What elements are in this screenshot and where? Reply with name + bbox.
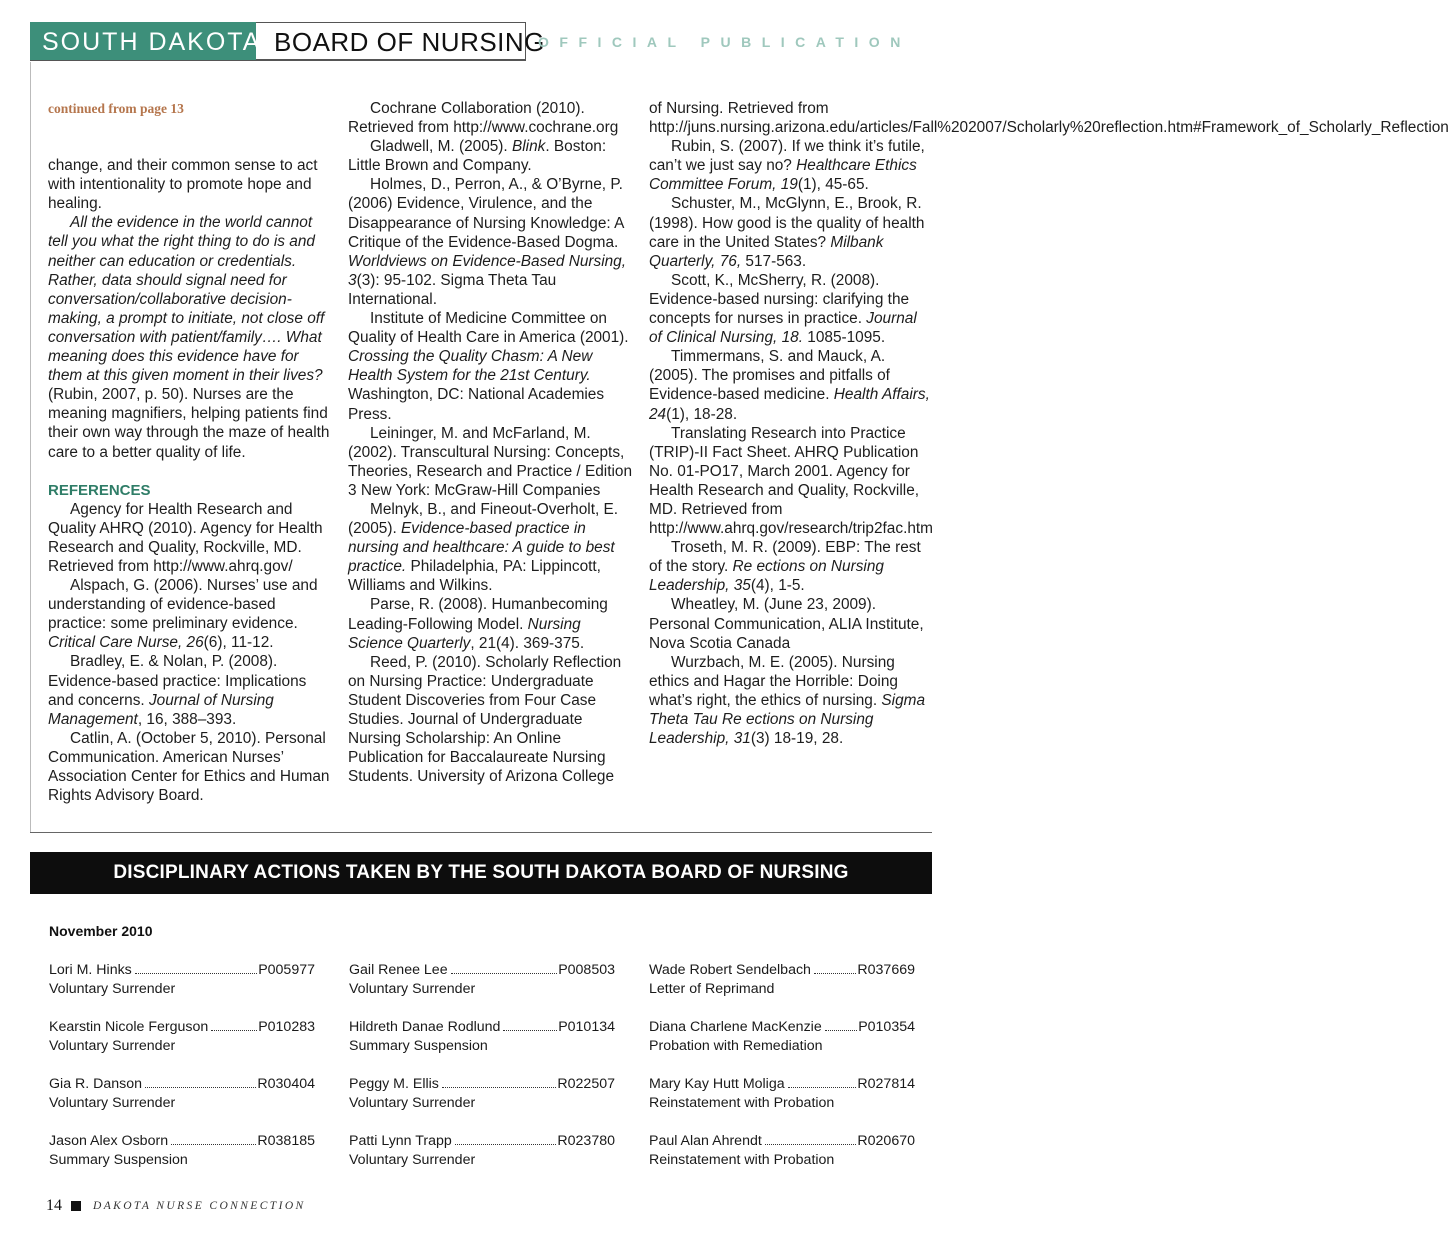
disciplinary-entry (49, 1132, 315, 1170)
entry-action: Voluntary Surrender (349, 1152, 476, 1169)
reference-item: Alspach, G. (2006). Nurses’ use and understanding of evidence-based practice: some preliminary evidence. Critical Care Nurse, 26(6), 11-12. (48, 577, 318, 652)
entry-name: Gia R. Danson (49, 1076, 143, 1092)
reference-item: Wheatley, M. (June 23, 2009). Personal Communication, ALIA Institute, Nova Scotia Canada (649, 596, 924, 652)
disciplinary-entry (649, 1075, 915, 1113)
publication-title: DAKOTA NURSE CONNECTION (93, 1200, 306, 1212)
entry-license: R038185 (257, 1133, 315, 1149)
entry-action: Voluntary Surrender (349, 981, 476, 998)
disciplinary-title-bar: DISCIPLINARY ACTIONS TAKEN BY THE SOUTH DAKOTA BOARD OF NURSING (30, 852, 932, 894)
entry-name: Jason Alex Osborn (49, 1133, 169, 1149)
entry-action: Voluntary Surrender (49, 1095, 176, 1112)
leader-dots (171, 1144, 256, 1145)
entry-name: Wade Robert Sendelbach (649, 962, 811, 978)
reference-item: Wurzbach, M. E. (2005). Nursing ethics and Hagar the Horrible: Doing what’s right, the ethics of nursing. Sigma Theta Tau Re ections on Nursing Leadership, 31(3) 18-19, 28. (649, 653, 926, 748)
page-footer (46, 1196, 306, 1216)
disciplinary-entry (349, 1018, 615, 1056)
article-column-1 (48, 99, 332, 805)
entry-action: Reinstatement with Probation (649, 1152, 835, 1169)
entry-action: Probation with Remediation (649, 1038, 823, 1055)
leader-dots (211, 1030, 257, 1031)
reference-item: Cochrane Collaboration (2010). Retrieved from http://www.cochrane.org (348, 100, 619, 137)
disciplinary-entry (649, 1132, 915, 1170)
entry-action: Voluntary Surrender (349, 1095, 476, 1112)
entry-license: P010134 (558, 1019, 615, 1035)
disciplinary-entry (49, 1018, 315, 1056)
leader-dots (814, 973, 856, 974)
entry-name: Peggy M. Ellis (349, 1076, 439, 1092)
masthead-board: BOARD OF NURSING (256, 22, 526, 60)
masthead-rule (30, 60, 526, 61)
disciplinary-entry (649, 961, 915, 999)
disciplinary-entry (49, 961, 315, 999)
article-quote (48, 213, 332, 461)
reference-item: Timmermans, S. and Mauck, A. (2005). The promises and pitfalls of Evidence-based medicine. Health Affairs, 24(1), 18-28. (649, 348, 930, 423)
entry-name: Patti Lynn Trapp (349, 1133, 452, 1149)
disciplinary-entry (349, 961, 615, 999)
entry-license: P005977 (258, 962, 315, 978)
entry-action: Reinstatement with Probation (649, 1095, 835, 1112)
disciplinary-month: November 2010 (49, 923, 153, 939)
reference-item: Bradley, E. & Nolan, P. (2008). Evidence-based practice: Implications and concerns. Journal of Nursing Management, 16, 388–393. (48, 653, 307, 728)
disciplinary-entry (349, 1132, 615, 1170)
disciplinary-entry (349, 1075, 615, 1113)
entry-license: R037669 (857, 962, 915, 978)
article-column-3 (649, 99, 1449, 748)
page-number: 14 (46, 1197, 62, 1214)
reference-item: Catlin, A. (October 5, 2010). Personal Communication. American Nurses’ Association Center for Ethics and Human Rights Advisory Board. (48, 729, 330, 805)
disciplinary-entry (649, 1018, 915, 1056)
leader-dots (442, 1087, 557, 1088)
reference-item: Leininger, M. and McFarland, M. (2002). Transcultural Nursing: Concepts, Theories, Research and Practice / Edition 3 New York: McGraw-Hill Companies (348, 424, 633, 499)
entry-action: Voluntary Surrender (49, 1038, 176, 1055)
reference-item: Parse, R. (2008). Humanbecoming Leading-Following Model. Nursing Science Quarterly, 21(4). 369-375. (348, 596, 608, 652)
quote-text: All the evidence in the world cannot tell you what the right thing to do is and neither can education or credentials. Rather, data should signal need for conversation/collaborative decision-making, a prompt to initiate, not close off conversation with patient/family…. What meaning does this evidence have for them at this given moment in their lives? (48, 214, 325, 385)
references-heading: REFERENCES (48, 481, 151, 499)
leader-dots (135, 973, 257, 974)
reference-item: Holmes, D., Perron, A., & O’Byrne, P. (2006) Evidence, Virulence, and the Disappearance of Nursing Knowledge: A Critique of the Evidence-Based Dogma. Worldviews on Evidence-Based Nursing, 3(3): 95-102. Sigma Theta Tau International. (348, 176, 627, 308)
reference-item: Schuster, M., McGlynn, E., Brook, R. (1998). How good is the quality of health care in the United States? Milbank Quarterly, 76, 517-563. (649, 195, 925, 270)
entry-license: R023780 (557, 1133, 615, 1149)
masthead-tagline: OFFICIAL PUBLICATION (538, 34, 911, 50)
left-margin-rule (30, 62, 31, 832)
square-bullet-icon (71, 1201, 81, 1211)
disciplinary-entry (49, 1075, 315, 1113)
section-divider (30, 832, 932, 833)
reference-item: Translating Research into Practice (TRIP)-II Fact Sheet. AHRQ Publication No. 01-PO17, March 2001. Agency for Health Research and Quality, Rockville, MD. Retrieved from http://www.ahrq.gov/research/trip2fac.htm (649, 424, 933, 538)
quote-tail: (Rubin, 2007, p. 50). Nurses are the meaning magnifiers, helping patients find their own way through the maze of health care to a better quality of life. (48, 386, 330, 461)
entry-license: R027814 (857, 1076, 915, 1092)
leader-dots (455, 1144, 557, 1145)
entry-license: R030404 (257, 1076, 315, 1092)
reference-item: Rubin, S. (2007). If we think it’s futile, can’t we just say no? Healthcare Ethics Committee Forum, 19(1), 45-65. (649, 138, 925, 194)
reference-item: Institute of Medicine Committee on Quality of Health Care in America (2001). Crossing the Quality Chasm: A New Health System for the 21st Century. Washington, DC: National Academies Press. (348, 310, 629, 423)
entry-name: Hildreth Danae Rodlund (349, 1019, 501, 1035)
reference-item: Reed, P. (2010). Scholarly Reflection on Nursing Practice: Undergraduate Student Discoveries from Four Case Studies. Journal of Undergraduate Nursing Scholarship: An Online Publication for Baccalaureate Nursing Students. University of Arizona College (348, 653, 622, 786)
leader-dots (825, 1030, 857, 1031)
entry-name: Kearstin Nicole Ferguson (49, 1019, 209, 1035)
reference-item: Scott, K., McSherry, R. (2008). Evidence-based nursing: clarifying the concepts for nurses in practice. Journal of Clinical Nursing, 18. 1085-1095. (649, 271, 917, 347)
reference-item: Melnyk, B., and Fineout-Overholt, E. (2005). Evidence-based practice in nursing and healthcare: A guide to best practice. Philadelphia, PA: Lippincott, Williams and Wilkins. (348, 500, 619, 595)
entry-name: Gail Renee Lee (349, 962, 448, 978)
reference-item: Agency for Health Research and Quality AHRQ (2010). Agency for Health Research and Quality, Rockville, MD. Retrieved from http://www.ahrq.gov/ (48, 500, 323, 575)
leader-dots (765, 1144, 857, 1145)
entry-name: Diana Charlene MacKenzie (649, 1019, 822, 1035)
reference-item: of Nursing. Retrieved from http://juns.nursing.arizona.edu/articles/Fall%202007/Scholarly%20reflection.htm#Framework_of_Scholarly_Reflection (649, 100, 1449, 137)
reference-item: Gladwell, M. (2005). Blink. Boston: Little Brown and Company. (348, 138, 607, 175)
reference-item: Troseth, M. R. (2009). EBP: The rest of the story. Re ections on Nursing Leadership, 35(4), 1-5. (649, 539, 921, 595)
entry-action: Voluntary Surrender (49, 981, 176, 998)
entry-license: R020670 (857, 1133, 915, 1149)
entry-license: P010283 (258, 1019, 315, 1035)
entry-name: Mary Kay Hutt Moliga (649, 1076, 785, 1092)
entry-license: P010354 (858, 1019, 915, 1035)
masthead-state: SOUTH DAKOTA (30, 22, 256, 60)
entry-action: Letter of Reprimand (649, 981, 775, 998)
entry-license: P008503 (558, 962, 615, 978)
leader-dots (145, 1087, 256, 1088)
entry-name: Paul Alan Ahrendt (649, 1133, 762, 1149)
article-column-2 (348, 99, 632, 786)
continued-note: continued from page 13 (48, 101, 184, 116)
leader-dots (788, 1087, 857, 1088)
leader-dots (451, 973, 558, 974)
entry-license: R022507 (557, 1076, 615, 1092)
entry-name: Lori M. Hinks (49, 962, 132, 978)
entry-action: Summary Suspension (349, 1038, 488, 1055)
entry-action: Summary Suspension (49, 1152, 188, 1169)
masthead (30, 22, 930, 62)
article-body: change, and their common sense to act with intentionality to promote hope and healing. (48, 157, 318, 213)
leader-dots (503, 1030, 557, 1031)
